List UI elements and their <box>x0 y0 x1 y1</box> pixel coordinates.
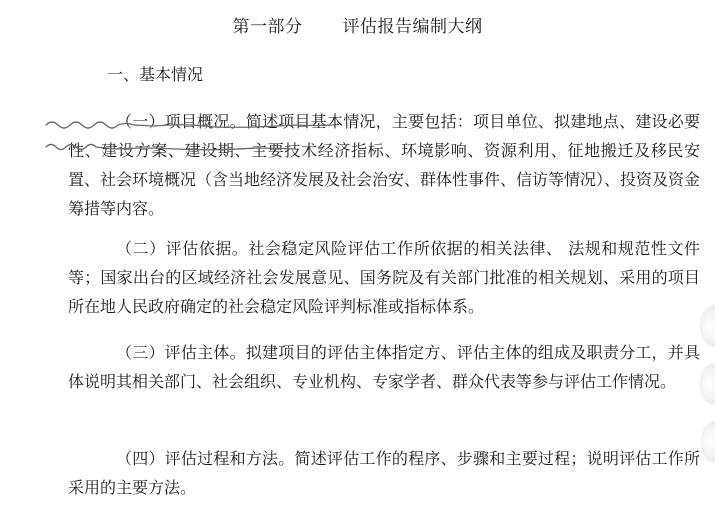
paragraph-project-overview: （一）项目概况。简述项目基本情况，主要包括：项目单位、拟建地点、建设必要性、建设方案、建设期、主要技术经济指标、环境影响、资源利用、征地搬迁及移民安置、社会环境概况（含当地经济发展及社会治安、群体性事件、信访等情况）、投资及资金筹措等内容。 <box>68 112 701 218</box>
paragraph-assessment-subject: （三）评估主体。拟建项目的评估主体指定方、评估主体的组成及职责分工，并具体说明其相关部门、社会组织、专业机构、专家学者、群众代表等参与评估工作情况。 <box>68 343 700 391</box>
page-title <box>0 12 715 37</box>
edge-decoration-2 <box>702 364 715 404</box>
paragraph-assessment-process: （四）评估过程和方法。简述评估工作的程序、步骤和主要过程；说明评估工作所采用的主要方法。 <box>68 449 700 497</box>
title-main-label: 评估报告编制大纲 <box>342 17 483 37</box>
edge-decoration-3 <box>703 422 715 462</box>
section-heading: 一、基本情况 <box>107 65 204 84</box>
paragraph-assessment-basis: （二）评估依据。社会稳定风险评估工作所依据的相关法律、 法规和规范性文件等；国家出台的区域经济社会发展意见、国务院及有关部门批准的相关规划、采用的项目所在地人民政府确定的社会稳定风险评判标准或指标体系。 <box>68 239 700 316</box>
edge-decoration-1 <box>702 306 715 346</box>
title-part-label: 第一部分 <box>232 17 303 37</box>
